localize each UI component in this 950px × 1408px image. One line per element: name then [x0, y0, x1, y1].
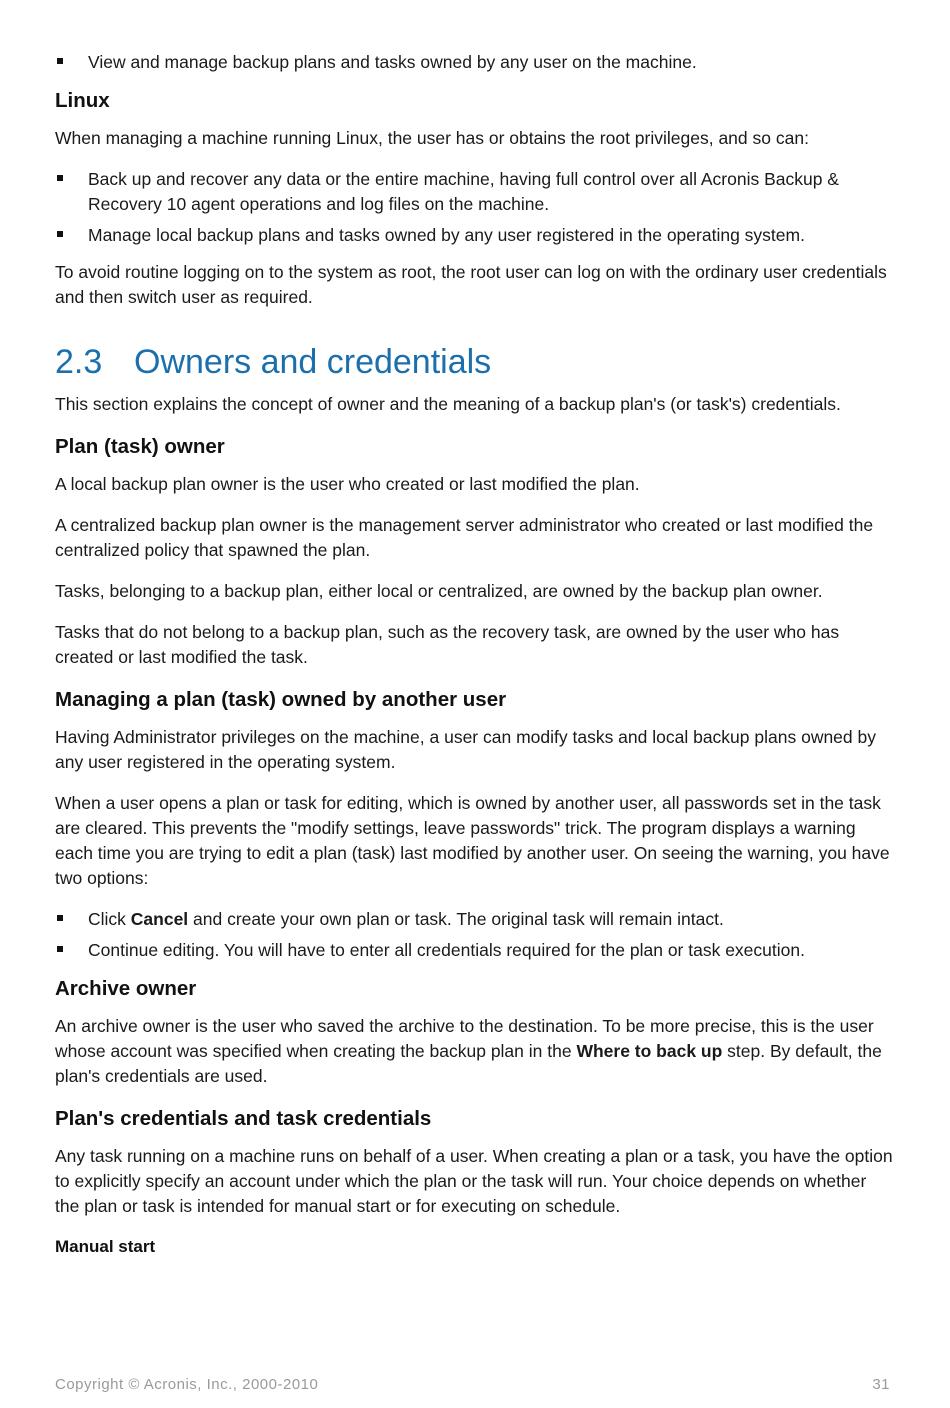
copyright-text: Copyright © Acronis, Inc., 2000-2010: [55, 1376, 319, 1393]
list-item: View and manage backup plans and tasks owned by any user on the machine.: [55, 50, 895, 75]
list-item: Continue editing. You will have to enter all credentials required for the plan or task execution.: [55, 938, 895, 963]
where-to-back-up-term: Where to back up: [576, 1041, 723, 1061]
section-number: 2.3: [55, 343, 103, 381]
credentials-heading: Plan's credentials and task credentials: [55, 1107, 432, 1130]
archive-owner-paragraph: An archive owner is the user who saved the archive to the destination. To be more precise, this is the user whose account was specified when creating the backup plan in the Where to back up step. By default, the plan's credentials are used.: [55, 1016, 882, 1086]
manual-start-heading: Manual start: [55, 1237, 156, 1256]
section-intro: This section explains the concept of owner and the meaning of a backup plan's (or task's) credentials.: [55, 394, 841, 414]
list-item: Back up and recover any data or the entire machine, having full control over all Acronis Backup & Recovery 10 agent operations and log files on the machine.: [55, 167, 895, 217]
square-bullet-icon: [57, 231, 63, 237]
paragraph: When a user opens a plan or task for editing, which is owned by another user, all passwords set in the task are cleared. This prevents the "modify settings, leave passwords" trick. The program displays a warning each time you are trying to edit a plan (task) last modified by another user. On seeing the warning, you have two options:: [55, 793, 890, 888]
linux-paragraph: When managing a machine running Linux, the user has or obtains the root privileges, and so can:: [55, 128, 809, 148]
options-bullet-list: [55, 907, 895, 963]
paragraph: Tasks that do not belong to a backup plan, such as the recovery task, are owned by the user who has created or last modified the task.: [55, 622, 840, 667]
square-bullet-icon: [57, 175, 63, 181]
linux-bullet-list: [55, 167, 895, 248]
plan-owner-heading: Plan (task) owner: [55, 435, 225, 458]
square-bullet-icon: [57, 58, 63, 64]
page-footer: [55, 1376, 890, 1393]
archive-owner-heading: Archive owner: [55, 977, 197, 1000]
section-heading: [55, 340, 895, 384]
paragraph: A local backup plan owner is the user who created or last modified the plan.: [55, 474, 640, 494]
paragraph: A centralized backup plan owner is the management server administrator who created or last modified the centralized policy that spawned the plan.: [55, 515, 874, 560]
paragraph: Tasks, belonging to a backup plan, either local or centralized, are owned by the backup plan owner.: [55, 581, 823, 601]
intro-bullet-list: [55, 50, 895, 75]
cancel-term: Cancel: [130, 909, 189, 929]
square-bullet-icon: [57, 946, 63, 952]
linux-heading: Linux: [55, 89, 110, 112]
section-title: Owners and credentials: [134, 343, 492, 381]
managing-heading: Managing a plan (task) owned by another user: [55, 688, 507, 711]
credentials-paragraph: Any task running on a machine runs on behalf of a user. When creating a plan or a task, you have the option to explicitly specify an account under which the plan or the task will run. Your choice depends on whether the plan or task is intended for manual start or for executing on schedule.: [55, 1146, 893, 1216]
list-item: Click Cancel and create your own plan or task. The original task will remain intact.: [55, 907, 895, 932]
document-body: [55, 50, 895, 1259]
list-item: Manage local backup plans and tasks owned by any user registered in the operating system.: [55, 223, 895, 248]
paragraph: Having Administrator privileges on the machine, a user can modify tasks and local backup plans owned by any user registered in the operating system.: [55, 727, 876, 772]
square-bullet-icon: [57, 915, 63, 921]
linux-root-paragraph: To avoid routine logging on to the system as root, the root user can log on with the ordinary user credentials and then switch user as required.: [55, 262, 887, 307]
page-number: 31: [872, 1376, 890, 1393]
